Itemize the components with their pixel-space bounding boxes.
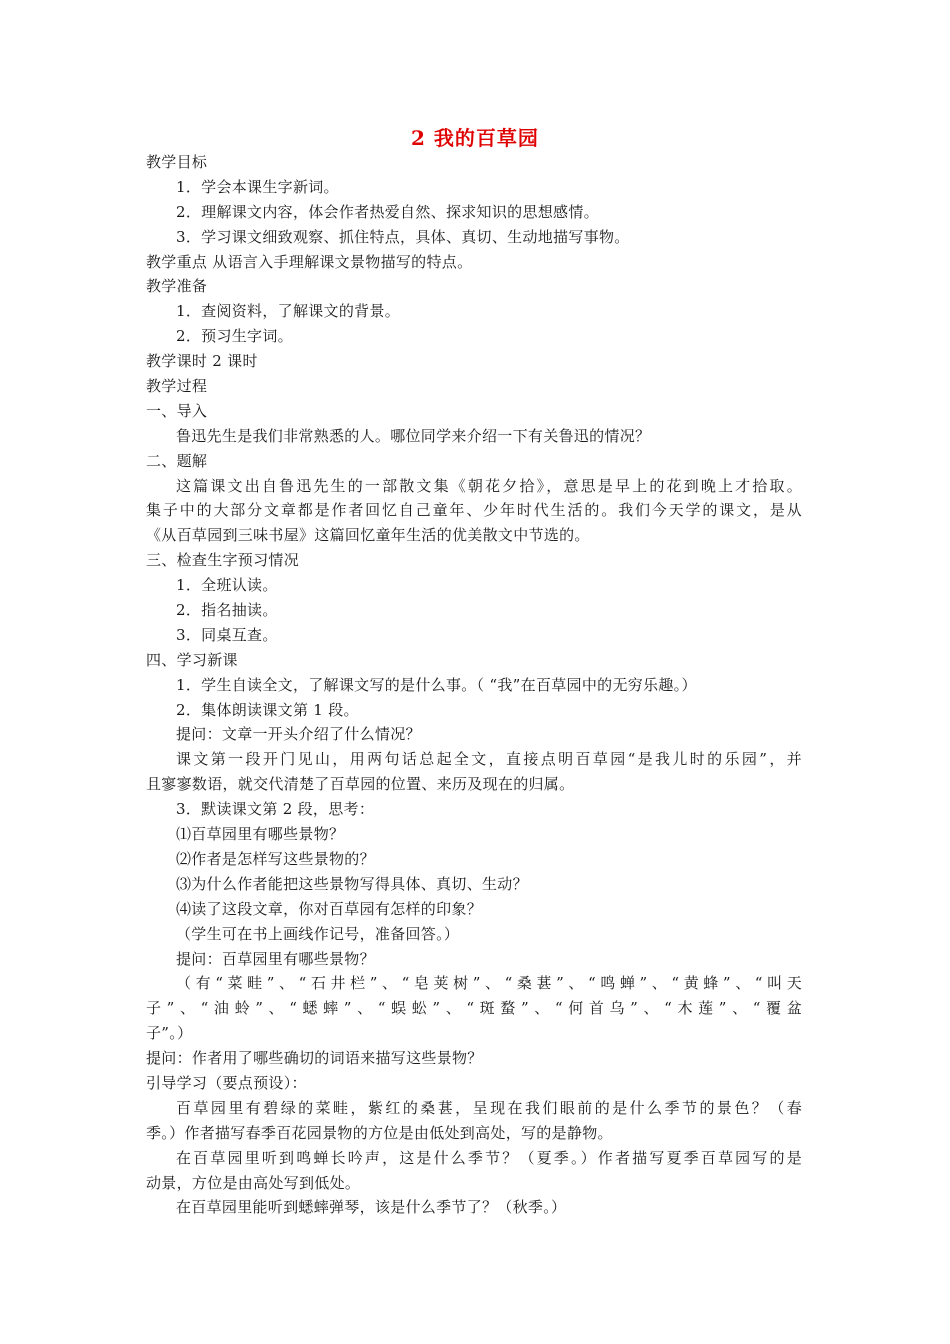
text-line: 鲁迅先生是我们非常熟悉的人。哪位同学来介绍一下有关鲁迅的情况？ [176,426,651,445]
text-line: 教学重点 从语言入手理解课文景物描写的特点。 [146,252,473,271]
text-line: 课文第一段开门见山，用两句话总起全文，直接点明百草园“是我儿时的乐园”，并 [176,750,802,769]
text-line: 1．学生自读全文，了解课文写的是什么事。（ “我”在百草园中的无穷乐趣。） [176,675,697,694]
text-line: 四、学习新课 [146,650,238,669]
text-line: 百草园里有碧绿的菜畦，紫红的桑葚，呈现在我们眼前的是什么季节的景色？（春 [176,1098,802,1117]
text-line: 在百草园里能听到蟋蟀弹琴，该是什么季节了？（秋季。） [176,1198,567,1217]
text-line: 2．集体朗读课文第 1 段。 [176,700,359,719]
document-body [146,150,802,1220]
text-line: 三、检查生字预习情况 [146,551,300,570]
text-line: 引导学习（要点预设）： [146,1073,307,1092]
text-line: 2．预习生字词。 [176,327,293,346]
text-line: 教学目标 [146,153,208,171]
text-line: 一、导入 [146,401,208,420]
text-line: 在百草园里听到鸣蝉长吟声，这是什么季节？（夏季。）作者描写夏季百草园写的是 [176,1148,802,1167]
text-line: 提问：百草园里有哪些景物？ [176,949,375,968]
text-line: 提问：作者用了哪些确切的词语来描写这些景物？ [146,1049,483,1068]
text-line: ⑶为什么作者能把这些景物写得具体、真切、生动？ [176,874,528,893]
text-line: 教学课时 2 课时 [146,352,258,371]
text-line: 且寥寥数语，就交代清楚了百草园的位置、来历及现在的归属。 [146,775,575,794]
text-line: 3．默读课文第 2 段，思考： [176,800,375,819]
text-line: ⑷读了这段文章，你对百草园有怎样的印象？ [176,899,483,918]
text-line: ⑴百草园里有哪些景物？ [176,825,345,844]
document-title: 2 我的百草园 [411,126,539,150]
text-line: 二、题解 [146,451,208,470]
text-line: 1．全班认读。 [176,576,278,595]
text-line: 这篇课文出自鲁迅先生的一部散文集《朝花夕拾》，意思是早上的花到晚上才拾取。 [176,476,802,495]
text-line: 1．查阅资料，了解课文的背景。 [176,302,401,321]
text-line: 1．学会本课生字新词。 [176,177,339,196]
text-line: 提问：文章一开头介绍了什么情况？ [176,725,421,744]
text-line: 3．学习课文细致观察、抓住特点，具体、真切、生动地描写事物。 [176,227,630,246]
text-line: 2．理解课文内容，体会作者热爱自然、探求知识的思想感情。 [176,202,599,221]
text-line: ⑵作者是怎样写这些景物的？ [176,849,375,868]
text-line: 《从百草园到三味书屋》这篇回忆童年生活的优美散文中节选的。 [146,526,590,545]
text-line: 子”。） [146,1024,193,1043]
text-line: 3．同桌互查。 [176,625,278,644]
text-line: 集子中的大部分文章都是作者回忆自己童年、少年时代生活的。我们今天学的课文，是从 [146,501,802,520]
text-line: （有“菜畦”、“石井栏”、“皂荚树”、“桑葚”、“鸣蝉”、“黄蜂”、“叫天 [176,974,802,993]
text-line: 教学过程 [146,377,208,396]
text-line: 子”、“油蛉”、“蟋蟀”、“蜈蚣”、“斑蝥”、“何首乌”、“木莲”、“覆盆 [146,999,802,1018]
text-line: 教学准备 [146,277,208,296]
text-line: 动景，方位是由高处写到低处。 [146,1173,361,1192]
text-line: 季。）作者描写春季百花园景物的方位是由低处到高处，写的是静物。 [146,1123,613,1142]
text-line: （学生可在书上画线作记号，准备回答。） [176,924,460,943]
text-line: 2．指名抽读。 [176,601,278,620]
